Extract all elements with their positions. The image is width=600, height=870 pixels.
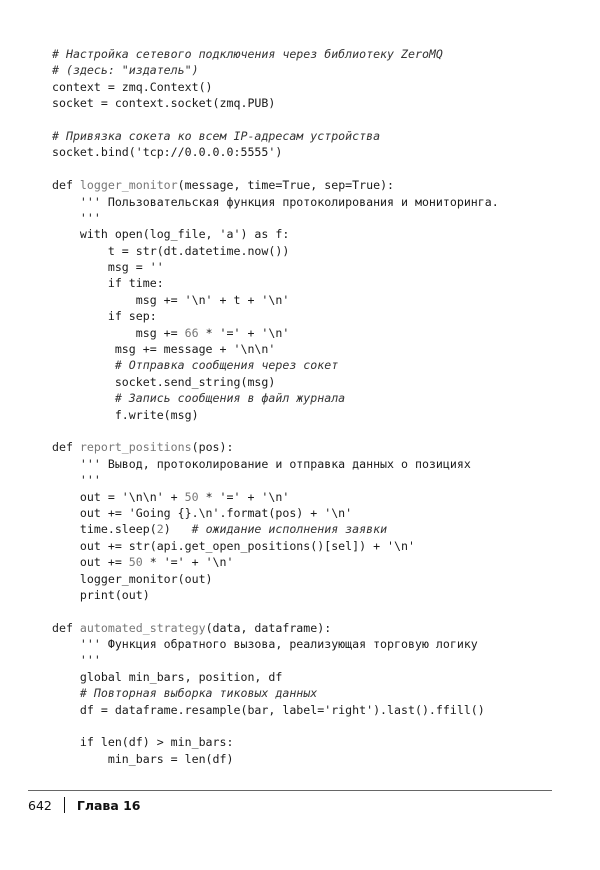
code-line bbox=[52, 374, 590, 390]
code-token: logger_monitor(out) bbox=[52, 571, 213, 586]
code-line bbox=[52, 734, 590, 750]
page-footer bbox=[28, 797, 141, 813]
code-token: if time: bbox=[52, 276, 164, 291]
code-line bbox=[52, 554, 590, 570]
code-line bbox=[52, 620, 590, 636]
code-token: f.write(msg) bbox=[52, 407, 199, 422]
code-line bbox=[52, 521, 590, 537]
code-token: def bbox=[52, 178, 80, 193]
code-line bbox=[52, 587, 590, 603]
code-token: out = '\n\n' + bbox=[52, 489, 185, 504]
code-token: 50 bbox=[184, 489, 199, 504]
code-token: automated_strategy bbox=[79, 620, 206, 635]
code-line bbox=[52, 46, 590, 62]
code-token: ''' Функция обратного вызова, реализующая торговую логику bbox=[52, 637, 478, 652]
code-token: socket.send_string(msg) bbox=[52, 374, 276, 389]
code-token: t = str(dt.datetime.now()) bbox=[52, 243, 290, 258]
code-line bbox=[52, 685, 590, 701]
code-token: out += str(api.get_open_positions()[sel]) + '\n' bbox=[52, 538, 415, 553]
code-token: socket.bind('tcp://0.0.0.0:5555') bbox=[52, 145, 283, 160]
code-line bbox=[52, 390, 590, 406]
code-line bbox=[52, 62, 590, 78]
code-line bbox=[52, 718, 590, 734]
code-line bbox=[52, 144, 590, 160]
code-line bbox=[52, 472, 590, 488]
code-token: logger_monitor bbox=[79, 178, 178, 193]
code-line bbox=[52, 538, 590, 554]
code-token: msg += bbox=[52, 325, 185, 340]
code-token: 50 bbox=[128, 555, 143, 570]
code-line bbox=[52, 702, 590, 718]
code-line bbox=[52, 243, 590, 259]
code-line bbox=[52, 489, 590, 505]
code-token: 2 bbox=[156, 522, 164, 537]
code-token: ''' Вывод, протоколирование и отправка данных о позициях bbox=[52, 456, 471, 471]
code-line bbox=[52, 177, 590, 193]
code-line bbox=[52, 652, 590, 668]
code-token: if sep: bbox=[52, 309, 157, 324]
code-line bbox=[52, 308, 590, 324]
code-token: min_bars = len(df) bbox=[52, 751, 234, 766]
code-token: ) bbox=[163, 522, 192, 537]
code-comment: # ожидание исполнения заявки bbox=[191, 522, 388, 537]
code-line bbox=[52, 407, 590, 423]
code-line bbox=[52, 603, 590, 619]
footer-divider bbox=[28, 790, 552, 791]
code-line bbox=[52, 292, 590, 308]
code-token: time.sleep( bbox=[52, 522, 157, 537]
code-token: (pos): bbox=[191, 440, 234, 455]
code-token: out += bbox=[52, 555, 129, 570]
code-line bbox=[52, 226, 590, 242]
page-number: 642 bbox=[28, 797, 52, 813]
code-token: ''' bbox=[52, 653, 101, 668]
code-line bbox=[52, 275, 590, 291]
code-token: ''' bbox=[52, 210, 101, 225]
code-token: def bbox=[52, 620, 80, 635]
chapter-label: Глава 16 bbox=[76, 797, 141, 813]
code-line bbox=[52, 95, 590, 111]
code-token: socket = context.socket(zmq.PUB) bbox=[52, 96, 276, 111]
code-token: * '=' + '\n' bbox=[142, 555, 234, 570]
code-line bbox=[52, 439, 590, 455]
code-comment: # Повторная выборка тиковых данных bbox=[52, 686, 318, 701]
code-line bbox=[52, 325, 590, 341]
code-token: ''' bbox=[52, 473, 101, 488]
code-token: df = dataframe.resample(bar, label='right').last().ffill() bbox=[52, 702, 485, 717]
code-token: 66 bbox=[184, 325, 199, 340]
code-line bbox=[52, 210, 590, 226]
code-token: msg += message + '\n\n' bbox=[52, 342, 276, 357]
code-comment: # Отправка сообщения через сокет bbox=[52, 358, 339, 373]
code-comment: # Привязка сокета ко всем IP-адресам устройства bbox=[52, 128, 381, 143]
code-token: if len(df) > min_bars: bbox=[52, 735, 234, 750]
footer-separator bbox=[64, 797, 65, 813]
code-token: out += 'Going {}.\n'.format(pos) + '\n' bbox=[52, 505, 353, 520]
code-token: msg = '' bbox=[52, 260, 164, 275]
code-line bbox=[52, 79, 590, 95]
code-token: * '=' + '\n' bbox=[198, 325, 290, 340]
code-comment: # (здесь: "издатель") bbox=[52, 63, 199, 78]
code-line bbox=[52, 423, 590, 439]
code-comment: # Запись сообщения в файл журнала bbox=[52, 391, 346, 406]
code-line bbox=[52, 571, 590, 587]
code-line bbox=[52, 194, 590, 210]
code-line bbox=[52, 259, 590, 275]
code-line bbox=[52, 357, 590, 373]
code-token: report_positions bbox=[79, 440, 192, 455]
code-token: global min_bars, position, df bbox=[52, 669, 283, 684]
code-line bbox=[52, 456, 590, 472]
code-line bbox=[52, 751, 590, 767]
code-line bbox=[52, 341, 590, 357]
code-token: msg += '\n' + t + '\n' bbox=[52, 292, 290, 307]
code-line bbox=[52, 669, 590, 685]
code-token: * '=' + '\n' bbox=[198, 489, 290, 504]
code-token: context = zmq.Context() bbox=[52, 79, 213, 94]
code-line bbox=[52, 636, 590, 652]
code-line bbox=[52, 128, 590, 144]
code-line bbox=[52, 112, 590, 128]
code-comment: # Настройка сетевого подключения через библиотеку ZeroMQ bbox=[52, 47, 443, 61]
code-token: def bbox=[52, 440, 80, 455]
code-token: (message, time=True, sep=True): bbox=[177, 178, 395, 193]
code-line bbox=[52, 161, 590, 177]
code-token: print(out) bbox=[52, 587, 150, 602]
code-token: (data, dataframe): bbox=[205, 620, 332, 635]
code-line bbox=[52, 505, 590, 521]
code-token: ''' Пользовательская функция протоколирования и мониторинга. bbox=[52, 194, 499, 209]
code-listing bbox=[52, 46, 590, 767]
code-token: with open(log_file, 'a') as f: bbox=[52, 227, 290, 242]
